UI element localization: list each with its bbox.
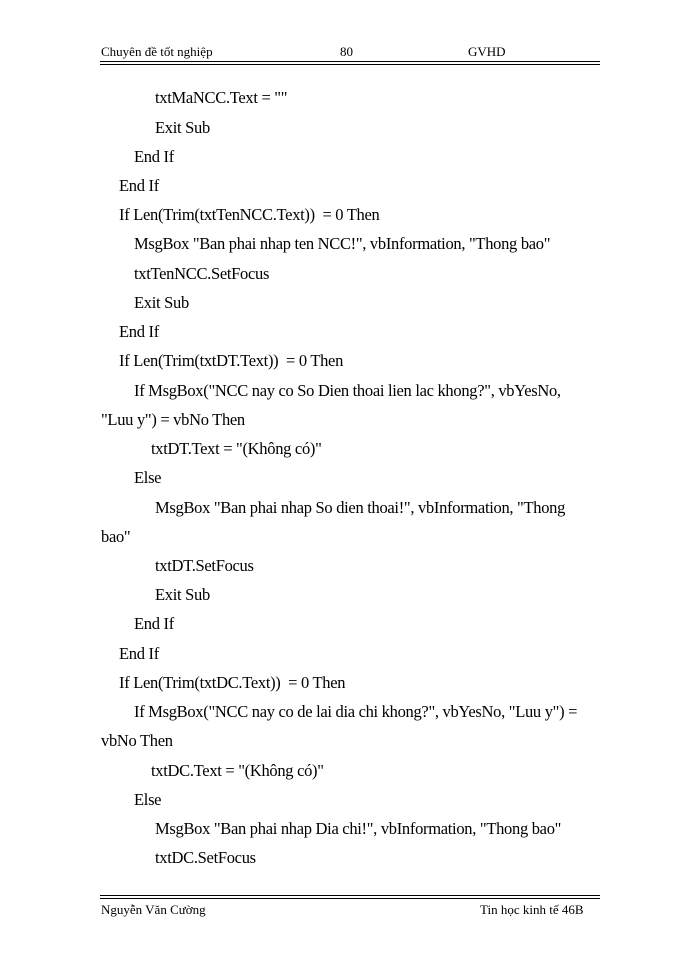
code-line: End If	[134, 147, 174, 166]
code-line: Else	[134, 468, 162, 487]
code-line: Exit Sub	[155, 585, 210, 604]
code-line: End If	[134, 614, 174, 633]
code-line: Exit Sub	[155, 118, 210, 137]
code-line: If Len(Trim(txtDC.Text)) = 0 Then	[119, 673, 346, 692]
footer-author: Nguyễn Văn Cường	[101, 902, 206, 917]
page-number: 80	[340, 44, 353, 59]
code-line: txtMaNCC.Text = ""	[155, 88, 288, 107]
code-line: bao"	[101, 527, 131, 546]
code-line: MsgBox "Ban phai nhap So dien thoai!", vbInformation, "Thong	[155, 498, 566, 517]
header-rule-top	[100, 61, 600, 62]
code-line: MsgBox "Ban phai nhap ten NCC!", vbInformation, "Thong bao"	[134, 234, 551, 253]
header-left: Chuyên đề tốt nghiệp	[101, 44, 213, 59]
code-line: If Len(Trim(txtDT.Text)) = 0 Then	[119, 351, 344, 370]
footer-rule-top	[100, 895, 600, 896]
code-line: If MsgBox("NCC nay co de lai dia chi khong?", vbYesNo, "Luu y") =	[134, 702, 578, 721]
code-line: vbNo Then	[101, 731, 173, 750]
code-line: End If	[119, 644, 159, 663]
code-line: End If	[119, 322, 159, 341]
header-rule-bottom	[100, 64, 600, 65]
code-line: If Len(Trim(txtTenNCC.Text)) = 0 Then	[119, 205, 380, 224]
footer-rule-bottom	[100, 898, 600, 899]
code-line: txtDC.SetFocus	[155, 848, 256, 867]
code-line: txtDC.Text = "(Không có)"	[151, 761, 324, 780]
code-line: Else	[134, 790, 162, 809]
code-line: "Luu y") = vbNo Then	[101, 410, 245, 429]
code-line: If MsgBox("NCC nay co So Dien thoai lien lac khong?", vbYesNo,	[134, 381, 561, 400]
footer-course: Tin học kinh tế 46B	[480, 902, 584, 917]
code-line: MsgBox "Ban phai nhap Dia chi!", vbInformation, "Thong bao"	[155, 819, 562, 838]
code-line: End If	[119, 176, 159, 195]
code-line: Exit Sub	[134, 293, 189, 312]
code-line: txtDT.SetFocus	[155, 556, 254, 575]
code-line: txtDT.Text = "(Không có)"	[151, 439, 322, 458]
code-line: txtTenNCC.SetFocus	[134, 264, 270, 283]
header-right: GVHD	[468, 44, 506, 59]
